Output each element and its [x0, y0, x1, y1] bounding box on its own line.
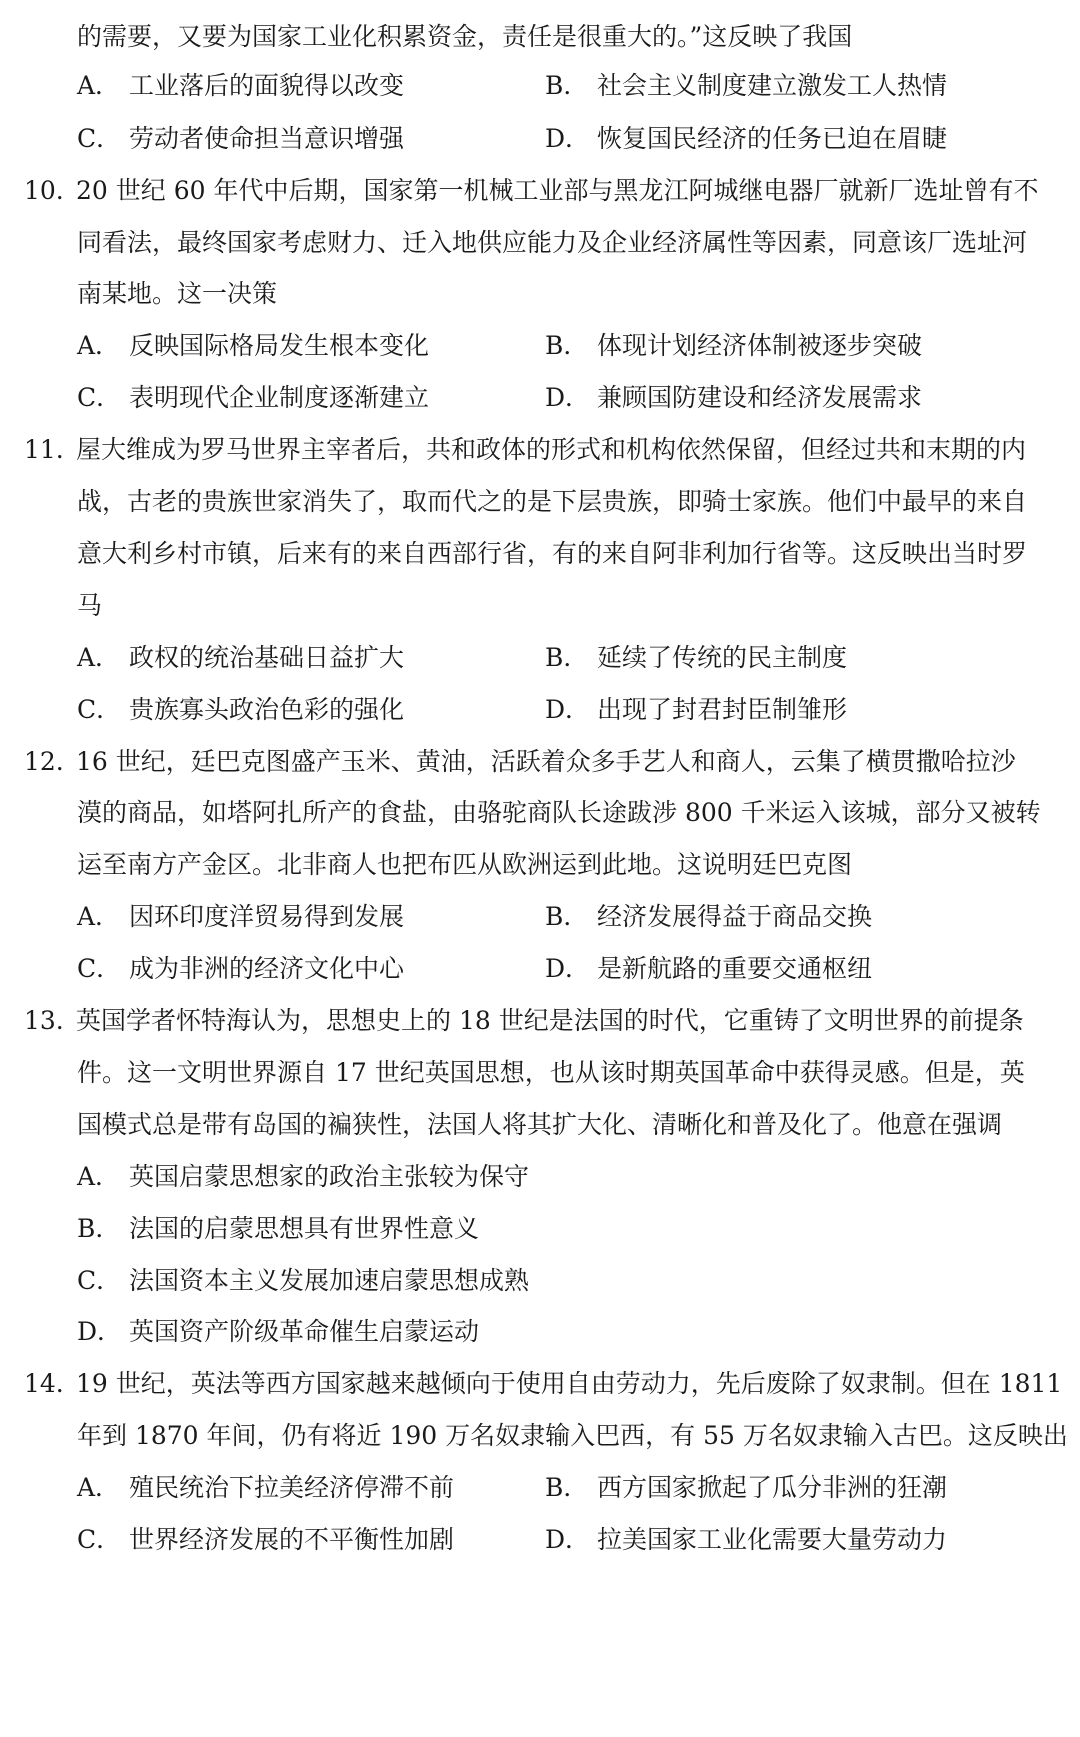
q13-option-row: [0, 1312, 1080, 1352]
q10-stem-line: [0, 171, 1080, 211]
option-letter: C．: [77, 695, 122, 724]
option-letter: D．: [545, 695, 591, 724]
option-letter: A．: [77, 1473, 121, 1502]
q11-option-row: [0, 690, 1080, 730]
option-letter: A．: [77, 902, 121, 931]
q13-stem-line: [0, 1001, 1080, 1041]
q14-stem-line: [0, 1416, 1080, 1456]
option-letter: D．: [545, 954, 591, 983]
q10-option-d: [545, 378, 922, 418]
q13-stem-text: 英国学者怀特海认为，思想史上的 18 世纪是法国的时代，它重铸了文明世界的前提条: [76, 1006, 1024, 1035]
option-letter: D．: [545, 124, 591, 153]
q11-stem-line: [0, 586, 1080, 626]
q12-option-b: [545, 897, 872, 937]
option-letter: D．: [545, 383, 591, 412]
option-text: 因环印度洋贸易得到发展: [129, 902, 405, 931]
option-text: 是新航路的重要交通枢纽: [597, 954, 873, 983]
q10-number: 10.: [24, 176, 64, 205]
option-text: 英国资产阶级革命催生启蒙运动: [129, 1317, 480, 1346]
q11-stem-line: [0, 534, 1080, 574]
option-letter: A．: [77, 643, 121, 672]
option-letter: B．: [545, 71, 589, 100]
q12-stem-text: 运至南方产金区。北非商人也把布匹从欧洲运到此地。这说明廷巴克图: [77, 850, 853, 879]
option-letter: B．: [545, 643, 589, 672]
q12-option-d: [545, 949, 872, 989]
option-text: 表明现代企业制度逐渐建立: [129, 383, 430, 412]
q11-option-a: [77, 638, 404, 678]
q14-option-c: [77, 1520, 454, 1560]
option-text: 世界经济发展的不平衡性加剧: [129, 1525, 455, 1554]
q11-stem-text: 屋大维成为罗马世界主宰者后，共和政体的形式和机构依然保留，但经过共和末期的内: [76, 435, 1027, 464]
q12-stem-line: [0, 742, 1080, 782]
q11-stem-text: 意大利乡村市镇，后来有的来自西部行省，有的来自阿非利加行省等。这反映出当时罗: [77, 539, 1028, 568]
option-letter: B．: [77, 1214, 121, 1243]
option-text: 殖民统治下拉美经济停滞不前: [129, 1473, 455, 1502]
q10-stem-text: 同看法，最终国家考虑财力、迁入地供应能力及企业经济属性等因素，同意该厂选址河: [77, 228, 1028, 257]
q10-option-b: [545, 326, 922, 366]
option-text: 成为非洲的经济文化中心: [129, 954, 405, 983]
q12-option-c: [77, 949, 404, 989]
q13-number: 13.: [24, 1006, 64, 1035]
q9-option-c: [77, 119, 404, 159]
q12-number: 12.: [24, 747, 64, 776]
q9-option-a: [77, 66, 404, 106]
option-text: 劳动者使命担当意识增强: [129, 124, 405, 153]
option-text: 贵族寡头政治色彩的强化: [129, 695, 405, 724]
q14-stem-text: 年到 1870 年间，仍有将近 190 万名奴隶输入巴西，有 55 万名奴隶输入古巴。这反映出: [77, 1421, 1068, 1450]
q13-option-a: [77, 1157, 529, 1197]
option-text: 体现计划经济体制被逐步突破: [597, 331, 923, 360]
option-text: 延续了传统的民主制度: [597, 643, 848, 672]
q11-option-row: [0, 638, 1080, 678]
option-letter: C．: [77, 954, 122, 983]
q11-stem-line: [0, 482, 1080, 522]
q10-stem-text: 20 世纪 60 年代中后期，国家第一机械工业部与黑龙江阿城继电器厂就新厂选址曾有不: [76, 176, 1039, 205]
q11-option-d: [545, 690, 847, 730]
option-text: 英国启蒙思想家的政治主张较为保守: [129, 1162, 530, 1191]
option-text: 恢复国民经济的任务已迫在眉睫: [597, 124, 948, 153]
q11-option-c: [77, 690, 404, 730]
q10-option-a: [77, 326, 429, 366]
option-letter: C．: [77, 1525, 122, 1554]
option-text: 社会主义制度建立激发工人热情: [597, 71, 948, 100]
option-letter: D．: [77, 1317, 123, 1346]
q11-stem-line: [0, 430, 1080, 470]
q13-option-row: [0, 1157, 1080, 1197]
q13-option-d: [77, 1312, 479, 1352]
q10-stem-line: [0, 223, 1080, 263]
q14-stem-text: 19 世纪，英法等西方国家越来越倾向于使用自由劳动力，先后废除了奴隶制。但在 1811: [76, 1369, 1063, 1398]
option-letter: A．: [77, 71, 121, 100]
q10-option-row: [0, 378, 1080, 418]
option-letter: B．: [545, 902, 589, 931]
q10-option-row: [0, 326, 1080, 366]
option-letter: C．: [77, 1266, 122, 1295]
q12-stem-line: [0, 793, 1080, 833]
q14-number: 14.: [24, 1369, 64, 1398]
q11-option-b: [545, 638, 847, 678]
q13-stem-line: [0, 1053, 1080, 1093]
q11-number: 11.: [24, 435, 64, 464]
q14-option-d: [545, 1520, 947, 1560]
option-letter: C．: [77, 383, 122, 412]
option-letter: A．: [77, 1162, 121, 1191]
option-text: 拉美国家工业化需要大量劳动力: [597, 1525, 948, 1554]
q11-stem-text: 马: [77, 591, 103, 620]
q13-stem-line: [0, 1105, 1080, 1145]
q9-option-row: [0, 119, 1080, 159]
option-text: 工业落后的面貌得以改变: [129, 71, 405, 100]
option-text: 经济发展得益于商品交换: [597, 902, 873, 931]
option-text: 兼顾国防建设和经济发展需求: [597, 383, 923, 412]
q13-option-row: [0, 1209, 1080, 1249]
q13-option-c: [77, 1261, 529, 1301]
option-letter: A．: [77, 331, 121, 360]
option-letter: D．: [545, 1525, 591, 1554]
option-text: 法国资本主义发展加速启蒙思想成熟: [129, 1266, 530, 1295]
q13-option-b: [77, 1209, 479, 1249]
option-text: 政权的统治基础日益扩大: [129, 643, 405, 672]
option-letter: B．: [545, 331, 589, 360]
q11-stem-text: 战，古老的贵族世家消失了，取而代之的是下层贵族，即骑士家族。他们中最早的来自: [77, 487, 1028, 516]
q12-stem-text: 漠的商品，如塔阿扎所产的食盐，由骆驼商队长途跋涉 800 千米运入该城，部分又被转: [77, 798, 1041, 827]
option-letter: B．: [545, 1473, 589, 1502]
q9-stem-line: [0, 17, 1080, 57]
q10-stem-line: [0, 274, 1080, 314]
q13-option-row: [0, 1261, 1080, 1301]
option-text: 出现了封君封臣制雏形: [597, 695, 848, 724]
q10-stem-text: 南某地。这一决策: [77, 279, 278, 308]
q14-option-row: [0, 1468, 1080, 1508]
q12-option-row: [0, 897, 1080, 937]
q9-option-b: [545, 66, 947, 106]
option-text: 西方国家掀起了瓜分非洲的狂潮: [597, 1473, 948, 1502]
q9-stem-text: 的需要，又要为国家工业化积累资金，责任是很重大的。”这反映了我国: [77, 22, 853, 51]
q13-stem-text: 件。这一文明世界源自 17 世纪英国思想，也从该时期英国革命中获得灵感。但是，英: [77, 1058, 1025, 1087]
q14-option-b: [545, 1468, 947, 1508]
option-text: 反映国际格局发生根本变化: [129, 331, 430, 360]
q12-stem-text: 16 世纪，廷巴克图盛产玉米、黄油，活跃着众多手艺人和商人，云集了横贯撒哈拉沙: [76, 747, 1016, 776]
q14-option-row: [0, 1520, 1080, 1560]
q9-option-d: [545, 119, 947, 159]
q14-stem-line: [0, 1364, 1080, 1404]
q9-option-row: [0, 66, 1080, 106]
option-text: 法国的启蒙思想具有世界性意义: [129, 1214, 480, 1243]
q12-stem-line: [0, 845, 1080, 885]
q14-option-a: [77, 1468, 454, 1508]
q12-option-a: [77, 897, 404, 937]
q12-option-row: [0, 949, 1080, 989]
option-letter: C．: [77, 124, 122, 153]
q10-option-c: [77, 378, 429, 418]
q13-stem-text: 国模式总是带有岛国的褊狭性，法国人将其扩大化、清晰化和普及化了。他意在强调: [77, 1110, 1003, 1139]
